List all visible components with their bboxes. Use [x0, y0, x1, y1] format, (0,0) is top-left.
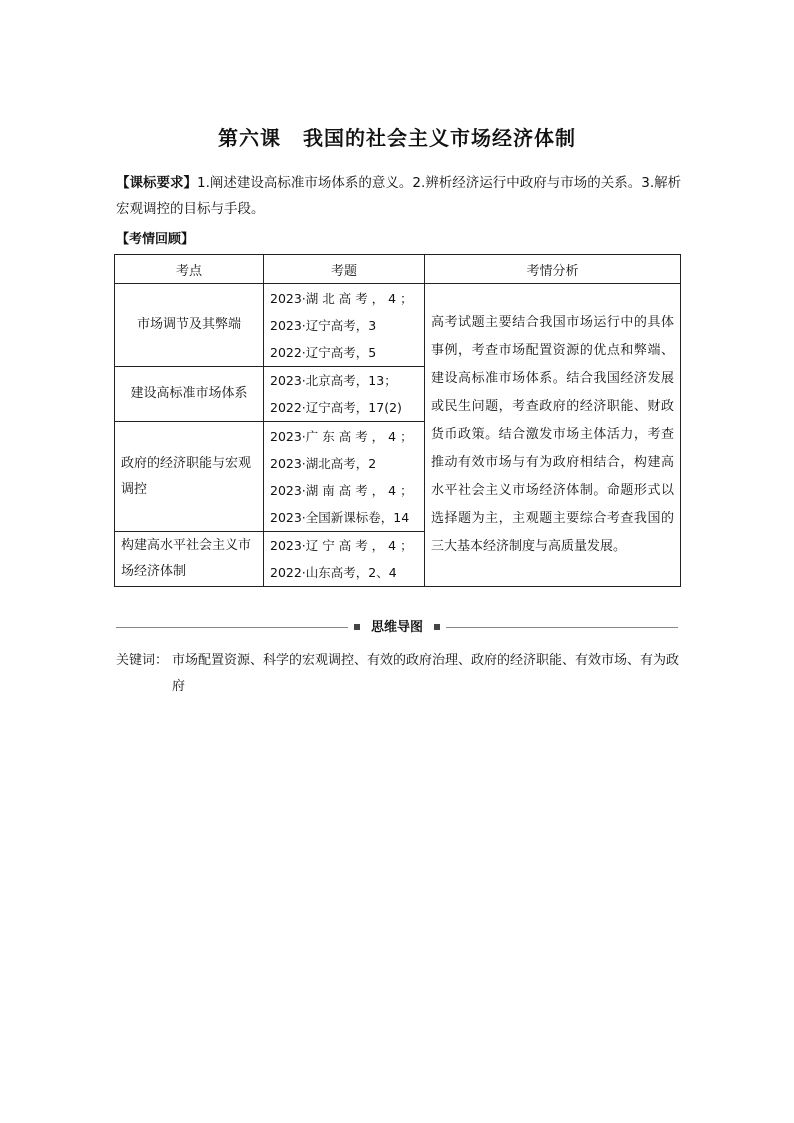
exam-point: 政府的经济职能与宏观调控 [115, 422, 264, 532]
keywords-text: 市场配置资源、科学的宏观调控、有效的政府治理、政府的经济职能、有效市场、有为政府 [172, 653, 680, 694]
exam-review-label: 【考情回顾】 [116, 232, 195, 247]
question-item: 2022·辽宁高考，5 [270, 344, 377, 360]
question-item: 2023·湖 北 高 考 ， 4 ； [270, 290, 413, 306]
question-item: 2023·北京高考，13； [270, 373, 397, 388]
analysis-text: 高考试题主要结合我国市场运行中的具体事例，考查市场配置资源的优点和弊端、建设高标准市场体系。结合我国经济发展或民生问题，考查政府的经济职能、财政货币政策。结合激发市场主体活力，考查推动有效市场与有为政府相结合，构建高水平社会主义市场经济体制。命题形式以选择题为主，主观题主要综合考查我国的三大基本经济制度与高质量发展。 [425, 284, 681, 587]
keywords [116, 648, 682, 700]
question-item: 2023·辽宁高考，3 [270, 317, 377, 333]
curriculum-requirements [116, 170, 682, 222]
exam-questions [264, 532, 425, 587]
question-item: 2022·辽宁高考，17(2) [270, 400, 402, 415]
exam-point: 市场调节及其弊端 [115, 284, 264, 367]
divider-line-right [446, 627, 678, 628]
exam-questions [264, 284, 425, 367]
question-item: 2023·广 东 高 考 ， 4 ； [270, 428, 413, 444]
lesson-title: 我国的社会主义市场经济体制 [303, 126, 576, 150]
question-item: 2023·湖 南 高 考 ， 4 ； [270, 482, 413, 498]
exam-point: 构建高水平社会主义市场经济体制 [115, 532, 264, 587]
header-exam-question: 考题 [264, 255, 425, 284]
question-item: 2023·全国新课标卷，14 [270, 509, 410, 525]
mindmap-divider [116, 619, 678, 637]
requirements-tag: 【课标要求】 [116, 175, 197, 191]
table-row [115, 284, 681, 367]
question-item: 2023·辽 宁 高 考 ， 4 ； [270, 538, 413, 553]
page-title [0, 122, 794, 151]
table-header-row [115, 255, 681, 284]
exam-questions [264, 422, 425, 532]
exam-questions [264, 367, 425, 422]
header-analysis: 考情分析 [425, 255, 681, 284]
keywords-label: 关键词： [116, 653, 169, 668]
question-item: 2022·山东高考，2、4 [270, 565, 397, 580]
divider-square-icon [434, 624, 440, 630]
header-exam-point: 考点 [115, 255, 264, 284]
lesson-number: 第六课 [218, 126, 281, 150]
question-item: 2023·湖北高考，2 [270, 455, 377, 471]
exam-analysis-table [114, 254, 681, 587]
exam-point: 建设高标准市场体系 [115, 367, 264, 422]
mindmap-heading: 思维导图 [370, 620, 423, 635]
requirements-text: 1.阐述建设高标准市场体系的意义。2.辨析经济运行中政府与市场的关系。3.解析宏观调控的目标与手段。 [116, 175, 682, 217]
